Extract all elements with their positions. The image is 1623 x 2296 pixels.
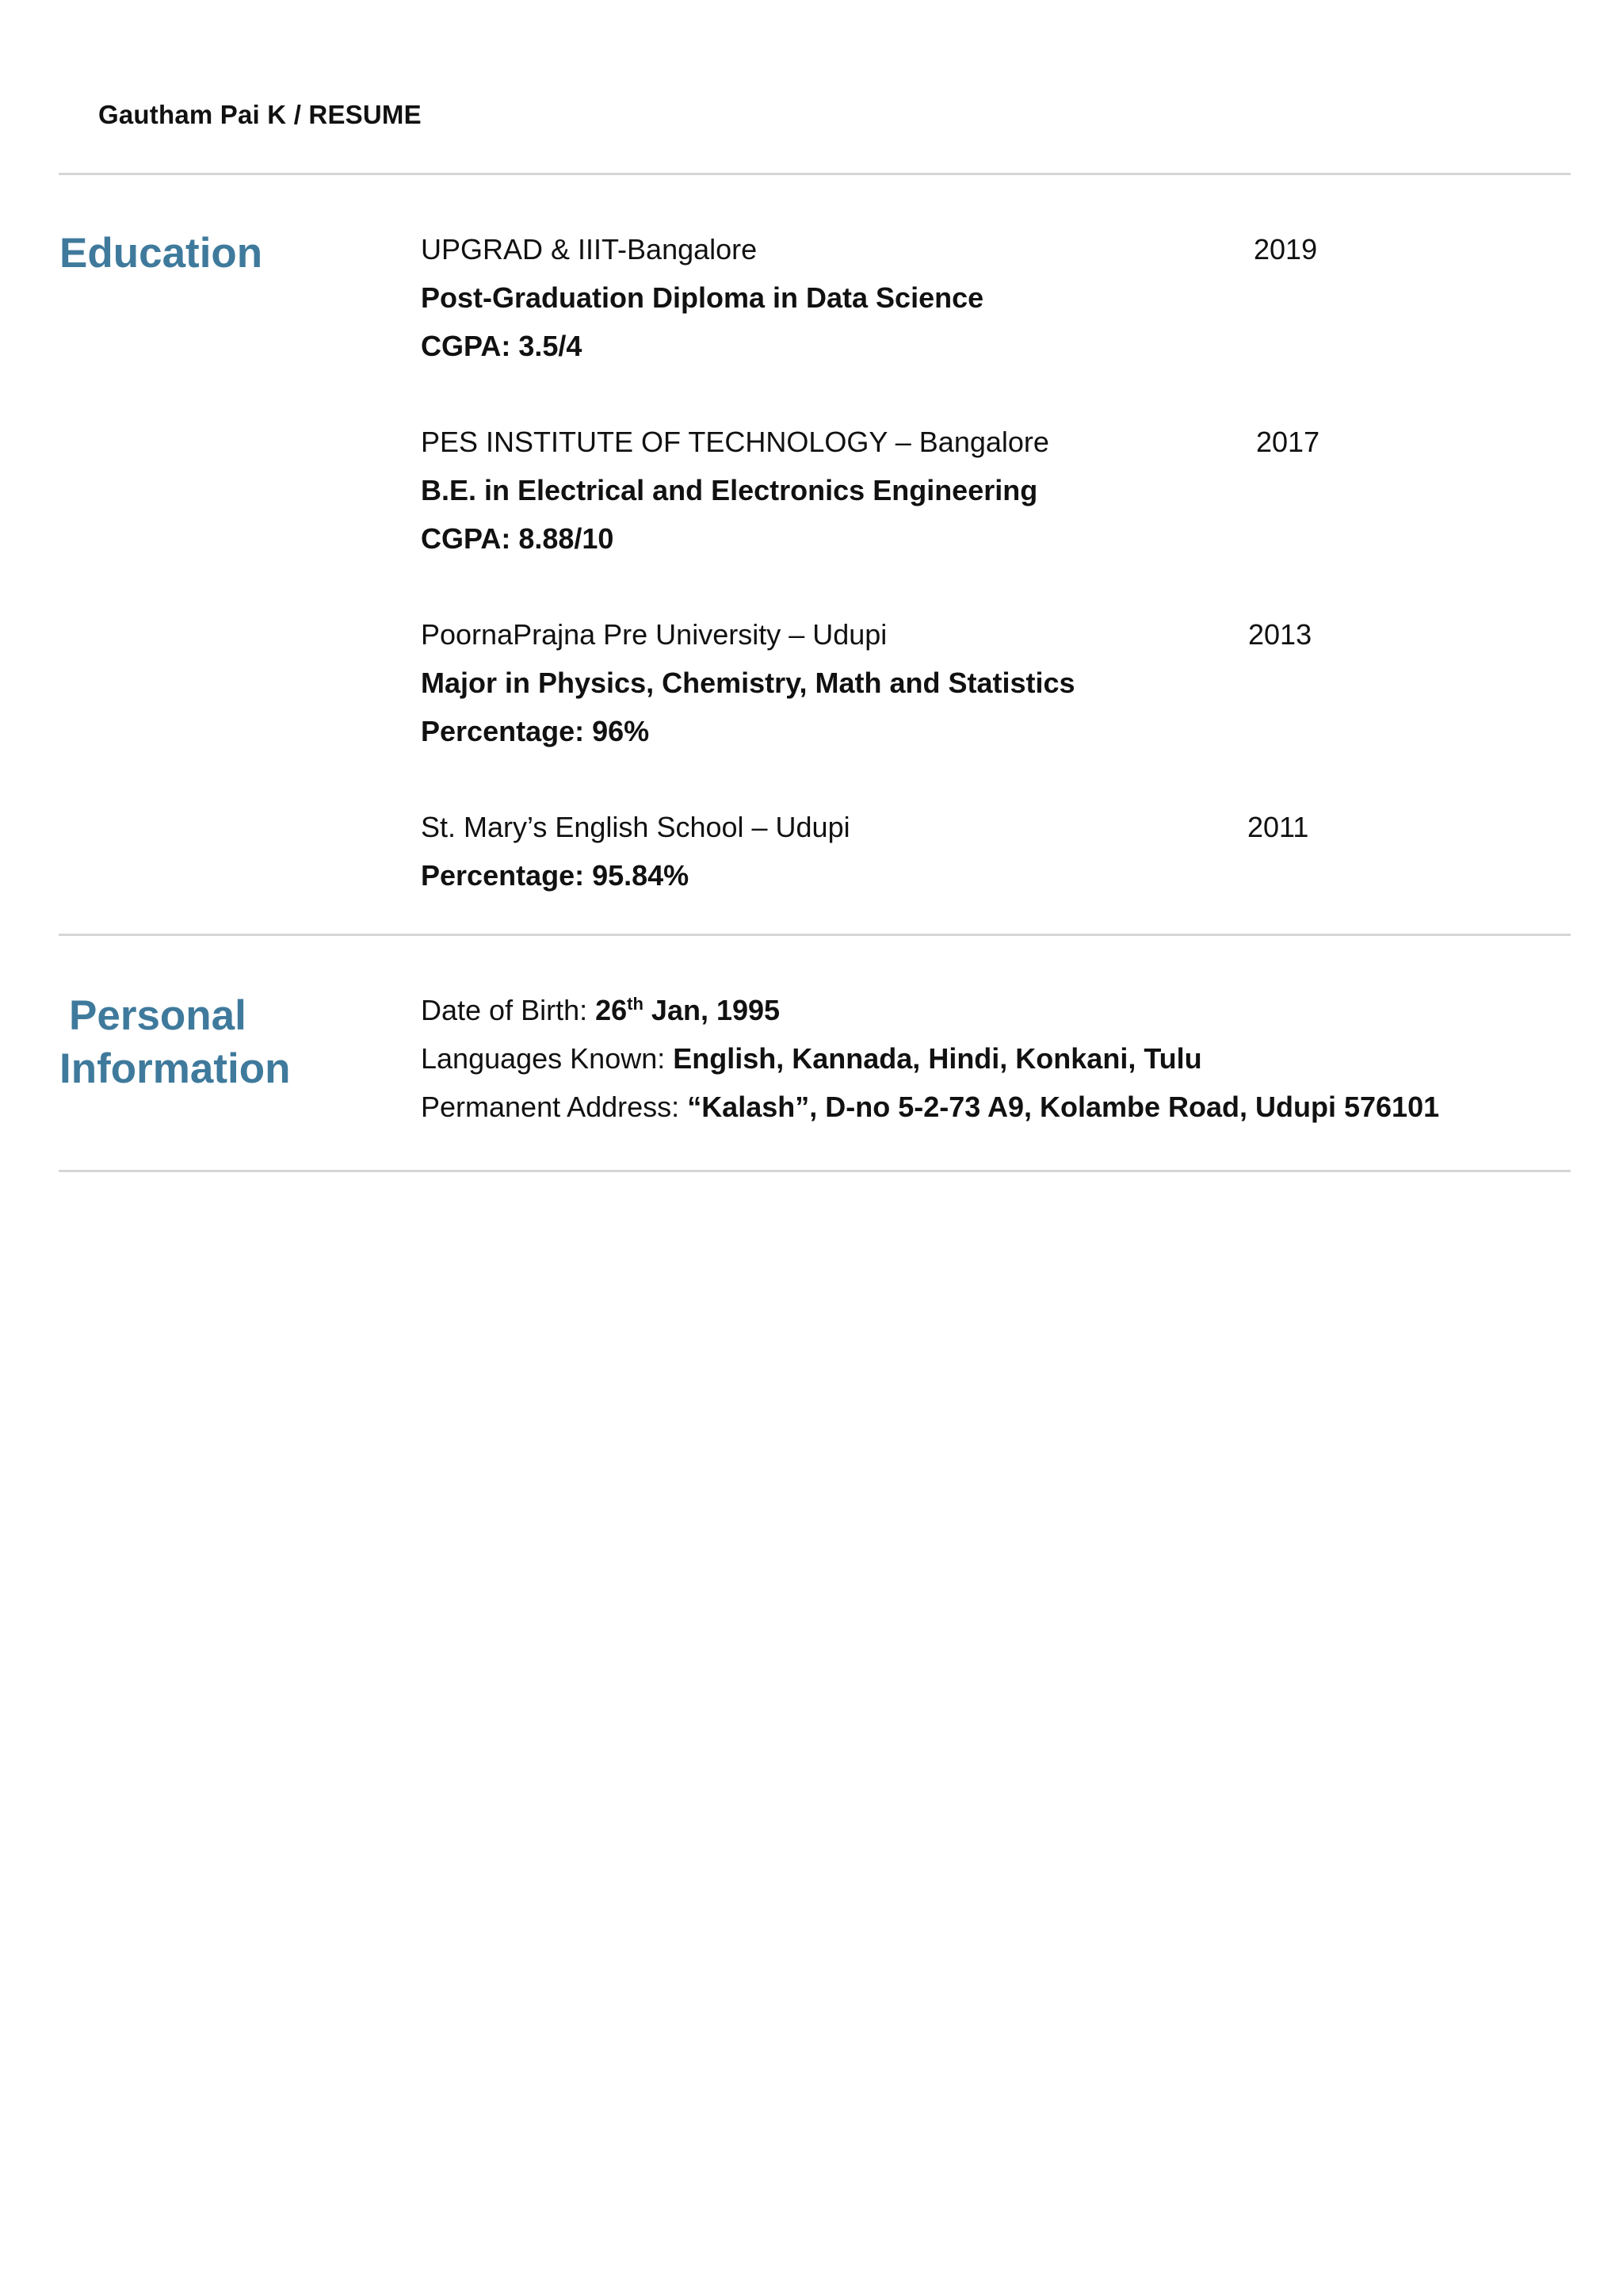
education-institution: UPGRAD & IIIT-Bangalore xyxy=(421,233,758,266)
date-of-birth-row xyxy=(421,986,1546,1034)
languages-label: Languages Known: xyxy=(421,1042,674,1075)
divider-middle xyxy=(59,934,1571,936)
education-institution: St. Mary’s English School – Udupi xyxy=(421,811,850,843)
education-detail: CGPA: 8.88/10 xyxy=(421,522,614,555)
education-year: 2011 xyxy=(1247,811,1309,843)
section-title-line: Information xyxy=(59,1045,291,1092)
section-title-line: Personal xyxy=(69,992,246,1039)
section-title-education: Education xyxy=(59,230,263,277)
education-detail: Major in Physics, Chemistry, Math and Statistics xyxy=(421,667,1075,699)
personal-information-list xyxy=(421,986,1546,1131)
divider-top xyxy=(59,173,1571,175)
date-of-birth-rest: Jan, 1995 xyxy=(643,994,781,1026)
education-year: 2017 xyxy=(1256,426,1320,458)
education-detail: Post-Graduation Diploma in Data Science xyxy=(421,281,984,314)
address-label: Permanent Address: xyxy=(421,1091,688,1123)
education-detail: CGPA: 3.5/4 xyxy=(421,330,582,362)
education-entry xyxy=(421,225,1332,370)
education-entry xyxy=(421,610,1332,755)
education-list xyxy=(421,225,1332,947)
date-of-birth-label: Date of Birth: xyxy=(421,994,596,1026)
section-title-personal-information xyxy=(59,989,290,1095)
education-entry xyxy=(421,803,1332,900)
education-detail: B.E. in Electrical and Electronics Engineering xyxy=(421,474,1038,506)
address-row xyxy=(421,1083,1546,1131)
resume-header-title: Gautham Pai K / RESUME xyxy=(98,100,422,129)
education-detail: Percentage: 96% xyxy=(421,715,650,747)
divider-bottom xyxy=(59,1170,1571,1172)
education-institution: PES INSTITUTE OF TECHNOLOGY – Bangalore xyxy=(421,426,1049,458)
education-detail: Percentage: 95.84% xyxy=(421,859,689,892)
languages-value: English, Kannada, Hindi, Konkani, Tulu xyxy=(673,1042,1202,1075)
languages-row xyxy=(421,1034,1546,1083)
address-value: “Kalash”, D-no 5-2-73 A9, Kolambe Road, Udupi 576101 xyxy=(687,1091,1440,1123)
education-year: 2013 xyxy=(1248,618,1312,651)
date-of-birth-day: 26 xyxy=(595,994,628,1026)
education-entry xyxy=(421,418,1332,563)
education-year: 2019 xyxy=(1254,233,1318,266)
education-institution: PoornaPrajna Pre University – Udupi xyxy=(421,618,888,651)
date-of-birth-ordinal: th xyxy=(627,994,643,1014)
